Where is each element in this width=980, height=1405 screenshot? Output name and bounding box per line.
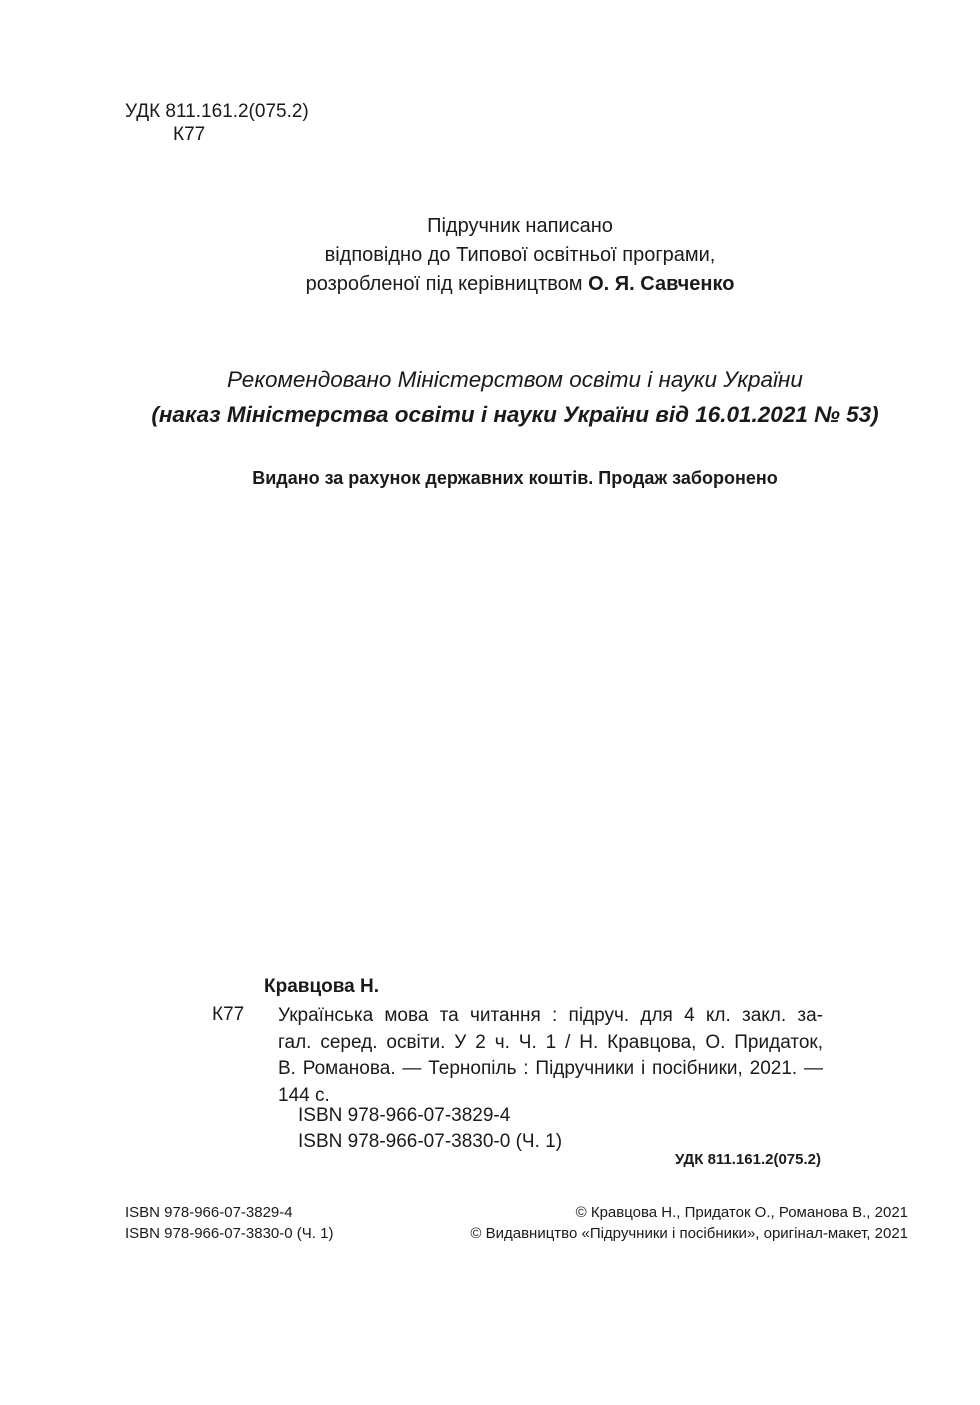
card-description (278, 1003, 823, 1109)
ministry-recommendation (0, 362, 980, 432)
approval-line-3-text: розробленої під керівництвом (305, 273, 589, 295)
copyright-publisher: © Видавництво «Підручники і посібники», оригінал-макет, 2021 (470, 1225, 908, 1242)
copyright-authors: © Кравцова Н., Придаток О., Романова В., 2021 (575, 1204, 908, 1221)
card-isbn: ISBN 978-966-07-3830-0 (Ч. 1) (298, 1131, 563, 1152)
approval-line-2: відповідно до Типової освітньої програми, (324, 244, 716, 266)
description-line: В. Романова. — Тернопіль : Підручники і посібники, 2021. — (278, 1058, 823, 1079)
author-mark: К77 (173, 124, 206, 145)
card-isbn-list (298, 1103, 562, 1155)
footer-isbn: ISBN 978-966-07-3830-0 (Ч. 1) (125, 1225, 334, 1242)
program-approval (0, 212, 980, 299)
udk-header (125, 100, 309, 146)
approval-line-3 (0, 270, 980, 299)
card-author: Кравцова Н. (264, 976, 380, 997)
footer-isbn-list (125, 1202, 333, 1244)
card-author-mark: К77 (212, 1004, 245, 1025)
description-line: Українська мова та читання : підруч. для 4 кл. закл. за- (278, 1005, 823, 1026)
card-isbn: ISBN 978-966-07-3829-4 (298, 1105, 511, 1126)
card-udk: УДК 811.161.2(075.2) (674, 1151, 821, 1168)
recommendation-line: Рекомендовано Міністерством освіти і науки України (227, 367, 803, 392)
footer-copyrights (460, 1202, 908, 1244)
udk-code: УДК 811.161.2(075.2) (125, 101, 309, 122)
ministry-order: (наказ Міністерства освіти і науки України від 16.01.2021 № 53) (151, 402, 879, 427)
footer-isbn: ISBN 978-966-07-3829-4 (125, 1204, 293, 1221)
program-author: О. Я. Савченко (588, 273, 735, 295)
funding-note: Видано за рахунок державних коштів. Продаж заборонено (252, 468, 778, 488)
description-line: гал. серед. освіти. У 2 ч. Ч. 1 / Н. Кравцова, О. Придаток, (278, 1031, 823, 1053)
description-line: 144 с. (278, 1084, 330, 1106)
approval-line-1: Підручник написано (427, 215, 613, 237)
